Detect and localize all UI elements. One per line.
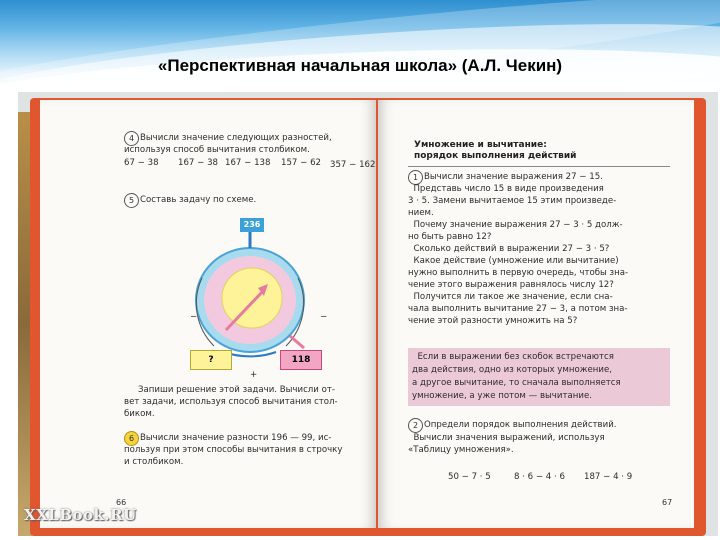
task1-line: чение этого выражения равнялось числу 12? <box>408 280 614 290</box>
task-number: 4 <box>124 131 139 146</box>
top-value-box: 236 <box>240 218 264 232</box>
task1-line: 3 · 5. Замени вычитаемое 15 этим произведе- <box>408 196 617 206</box>
slide-title: «Перспективная начальная школа» (А.Л. Чекин) <box>157 56 563 75</box>
rule-line: Если в выражении без скобок встречаются <box>412 352 614 362</box>
section-title-line: Умножение и вычитание: <box>414 140 547 150</box>
task1-line: Представь число 15 в виде произведения <box>408 184 604 194</box>
task2-expr: 8 · 6 − 4 · 6 <box>514 472 565 482</box>
task-text-line: Запиши решение этой задачи. Вычисли от- <box>138 385 335 395</box>
minus-sign: − <box>320 312 328 322</box>
task4-line: Вычисли значение следующих разностей, <box>140 133 332 143</box>
task1-line: Почему значение выражения 27 − 3 · 5 долж- <box>408 220 623 230</box>
task-number: 6 <box>124 431 139 446</box>
section-title <box>414 140 664 162</box>
task5-text: Составь задачу по схеме. <box>140 195 257 205</box>
section-title-line: порядок выполнения действий <box>414 151 577 161</box>
task4-expr: 167 − 38 <box>178 158 219 168</box>
task1-line: нием. <box>408 208 434 218</box>
rule-line: два действия, одно из которых умножение, <box>412 365 612 375</box>
task1-line: Сколько действий в выражении 27 − 3 · 5? <box>408 244 610 254</box>
watermark: XXLBook.RU <box>24 506 137 524</box>
task4-expr: 67 − 38 <box>124 158 159 168</box>
left-page <box>40 100 376 528</box>
task1-line: чение этой разности умножить на 5? <box>408 316 578 326</box>
left-value-box: ? <box>190 350 232 370</box>
task2-line: Определи порядок выполнения действий. <box>424 420 617 430</box>
task2-expr: 187 − 4 · 9 <box>584 472 633 482</box>
task-number: 1 <box>408 170 423 185</box>
task4-expr: 167 − 138 <box>225 158 271 168</box>
right-down-arrow <box>290 336 304 348</box>
inner-circle <box>222 268 282 328</box>
task6-line: пользуя при этом способы вычитания в строчку <box>124 445 343 455</box>
task-number: 2 <box>408 418 423 433</box>
task-text-line: вет задачи, используя способ вычитания стол- <box>124 397 338 407</box>
task1-line: но быть равно 12? <box>408 232 492 242</box>
rule-line: а другое вычитание, то сначала выполняется <box>412 378 621 388</box>
section-divider <box>408 166 670 167</box>
page-number: 66 <box>116 498 127 507</box>
task6-line: и столбиком. <box>124 457 184 467</box>
task4-expr: 157 − 62 <box>281 158 322 168</box>
task1-line: Вычисли значение выражения 27 − 15. <box>424 172 603 182</box>
task1-line: Какое действие (умножение или вычитание) <box>408 256 619 266</box>
page-number: 67 <box>662 498 673 507</box>
right-value-box: 118 <box>280 350 322 370</box>
rule-line: умножение, а уже потом — вычитание. <box>412 391 592 401</box>
task4-expr: 357 − 162 <box>330 160 376 170</box>
task1-line: нужно выполнить в первую очередь, чтобы зна- <box>408 268 629 278</box>
task1-line: чала выполнить вычитание 27 − 3, а потом зна- <box>408 304 628 314</box>
task4-line: используя способ вычитания столбиком. <box>124 145 310 155</box>
task2-line: Вычисли значения выражений, используя <box>408 433 605 443</box>
textbook-photo <box>18 92 718 536</box>
plus-sign: + <box>250 370 258 380</box>
minus-sign: − <box>190 312 198 322</box>
task2-expr: 50 − 7 · 5 <box>448 472 491 482</box>
task-number: 5 <box>124 193 139 208</box>
header-banner <box>0 0 720 95</box>
task-text-line: биком. <box>124 409 155 419</box>
task2-line: «Таблицу умножения». <box>408 445 514 455</box>
right-page <box>378 100 694 528</box>
task6-line: Вычисли значение разности 196 — 99, ис- <box>140 433 332 443</box>
task1-line: Получится ли такое же значение, если сна- <box>408 292 613 302</box>
